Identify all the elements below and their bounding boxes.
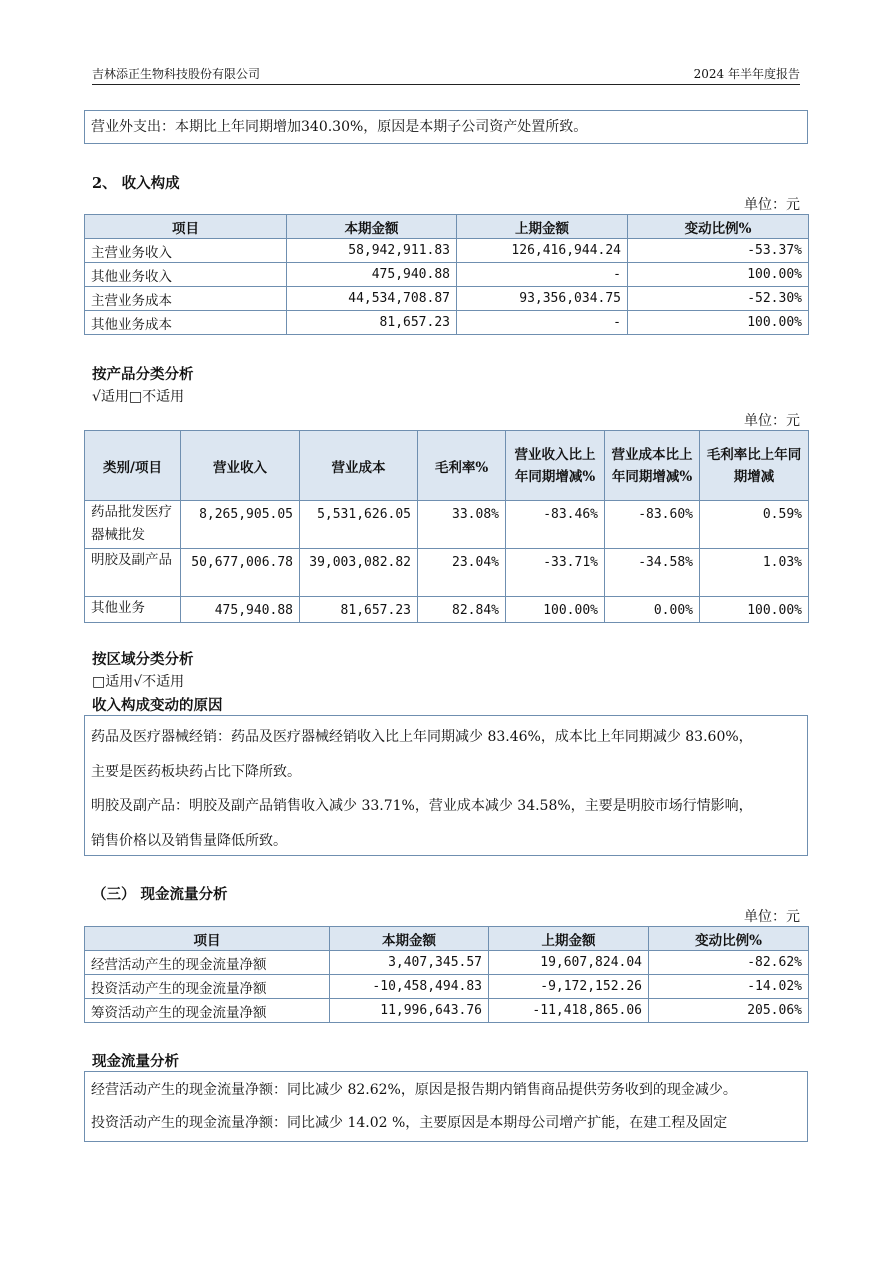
table-row [85,975,809,999]
region-applicability: □适用√不适用 [92,674,185,690]
column-header: 营业收入比上年同期增减% [506,431,605,501]
non-operating-expense-note [84,110,808,144]
column-header: 项目 [85,215,287,239]
row-label: 明胶及副产品 [85,549,181,597]
table-row [85,951,809,975]
column-header: 营业成本比上年同期增减% [605,431,700,501]
cost: 81,657.23 [300,597,418,623]
revenue-unit-label: 单位：元 [744,197,800,213]
current-amount: 3,407,345.57 [330,951,489,975]
cashflow-unit-label: 单位：元 [744,909,800,925]
paragraph-line: 药品及医疗器械经销：药品及医疗器械经销收入比上年同期减少 83.46%，成本比上年同期减少 83.60%， [91,729,753,745]
column-header: 项目 [85,927,330,951]
change-ratio: -53.37% [628,239,809,263]
cashflow-analysis-box [84,1071,808,1142]
table-header-row [85,215,809,239]
product-table [84,430,809,623]
row-label: 投资活动产生的现金流量净额 [85,975,330,999]
current-amount: 81,657.23 [287,311,457,335]
revenue-table [84,214,809,335]
change-ratio: -14.02% [649,975,809,999]
cashflow-analysis-title: 现金流量分析 [92,1053,179,1070]
paragraph-line: 经营活动产生的现金流量净额：同比减少 82.62%，原因是报告期内销售商品提供劳务收到的现金减少。 [91,1082,737,1098]
column-header: 本期金额 [287,215,457,239]
prior-amount: -9,172,152.26 [489,975,649,999]
row-label: 主营业务收入 [85,239,287,263]
company-name: 吉林添正生物科技股份有限公司 [92,67,261,81]
row-label: 其他业务成本 [85,311,287,335]
product-applicability: √适用□不适用 [92,389,185,405]
region-analysis-title: 按区域分类分析 [92,651,194,668]
table-row [85,501,809,549]
page-header [92,64,800,85]
revenue-section-title: 2、 收入构成 [92,175,180,192]
row-label: 药品批发医疗器械批发 [85,501,181,549]
column-header: 类别/项目 [85,431,181,501]
column-header: 上期金额 [489,927,649,951]
column-header: 本期金额 [330,927,489,951]
revenue: 50,677,006.78 [181,549,300,597]
prior-amount: - [457,263,628,287]
cost: 5,531,626.05 [300,501,418,549]
table-header-row [85,431,809,501]
table-row [85,311,809,335]
change-reason-box [84,715,808,856]
cashflow-section-title: （三） 现金流量分析 [92,886,228,903]
paragraph-line: 销售价格以及销售量降低所致。 [91,832,287,849]
column-header: 毛利率比上年同期增减 [700,431,809,501]
prior-amount: -11,418,865.06 [489,999,649,1023]
change-reason-title: 收入构成变动的原因 [92,697,223,714]
table-row [85,263,809,287]
change-ratio: 100.00% [628,263,809,287]
change-ratio: 205.06% [649,999,809,1023]
prior-amount: 19,607,824.04 [489,951,649,975]
report-title: 2024 年半年度报告 [693,67,800,81]
column-header: 变动比例% [649,927,809,951]
current-amount: 44,534,708.87 [287,287,457,311]
table-row [85,239,809,263]
prior-amount: 93,356,034.75 [457,287,628,311]
current-amount: 11,996,643.76 [330,999,489,1023]
cashflow-table [84,926,809,1023]
margin-change: 100.00% [700,597,809,623]
current-amount: 475,940.88 [287,263,457,287]
column-header: 上期金额 [457,215,628,239]
column-header: 毛利率% [418,431,506,501]
change-ratio: -82.62% [649,951,809,975]
margin-change: 1.03% [700,549,809,597]
column-header: 营业收入 [181,431,300,501]
cost-change: -83.60% [605,501,700,549]
paragraph-line: 主要是医药板块药占比下降所致。 [91,763,301,780]
column-header: 变动比例% [628,215,809,239]
margin-change: 0.59% [700,501,809,549]
cost: 39,003,082.82 [300,549,418,597]
table-row [85,287,809,311]
change-ratio: -52.30% [628,287,809,311]
note-text: 营业外支出：本期比上年同期增加340.30%，原因是本期子公司资产处置所致。 [91,119,588,135]
current-amount: 58,942,911.83 [287,239,457,263]
product-analysis-title: 按产品分类分析 [92,366,194,383]
column-header: 营业成本 [300,431,418,501]
paragraph-line: 投资活动产生的现金流量净额：同比减少 14.02 %，主要原因是本期母公司增产扩能，在建工程及固定 [91,1115,728,1131]
row-label: 经营活动产生的现金流量净额 [85,951,330,975]
current-amount: -10,458,494.83 [330,975,489,999]
revenue-change: 100.00% [506,597,605,623]
row-label: 筹资活动产生的现金流量净额 [85,999,330,1023]
change-ratio: 100.00% [628,311,809,335]
gross-margin: 33.08% [418,501,506,549]
revenue-change: -33.71% [506,549,605,597]
cost-change: 0.00% [605,597,700,623]
product-unit-label: 单位：元 [744,413,800,429]
table-row [85,999,809,1023]
revenue: 8,265,905.05 [181,501,300,549]
table-header-row [85,927,809,951]
row-label: 主营业务成本 [85,287,287,311]
revenue: 475,940.88 [181,597,300,623]
table-row [85,549,809,597]
row-label: 其他业务 [85,597,181,623]
table-row [85,597,809,623]
row-label: 其他业务收入 [85,263,287,287]
cost-change: -34.58% [605,549,700,597]
gross-margin: 82.84% [418,597,506,623]
prior-amount: 126,416,944.24 [457,239,628,263]
prior-amount: - [457,311,628,335]
revenue-change: -83.46% [506,501,605,549]
gross-margin: 23.04% [418,549,506,597]
paragraph-line: 明胶及副产品：明胶及副产品销售收入减少 33.71%，营业成本减少 34.58%，主要是明胶市场行情影响， [91,798,753,814]
